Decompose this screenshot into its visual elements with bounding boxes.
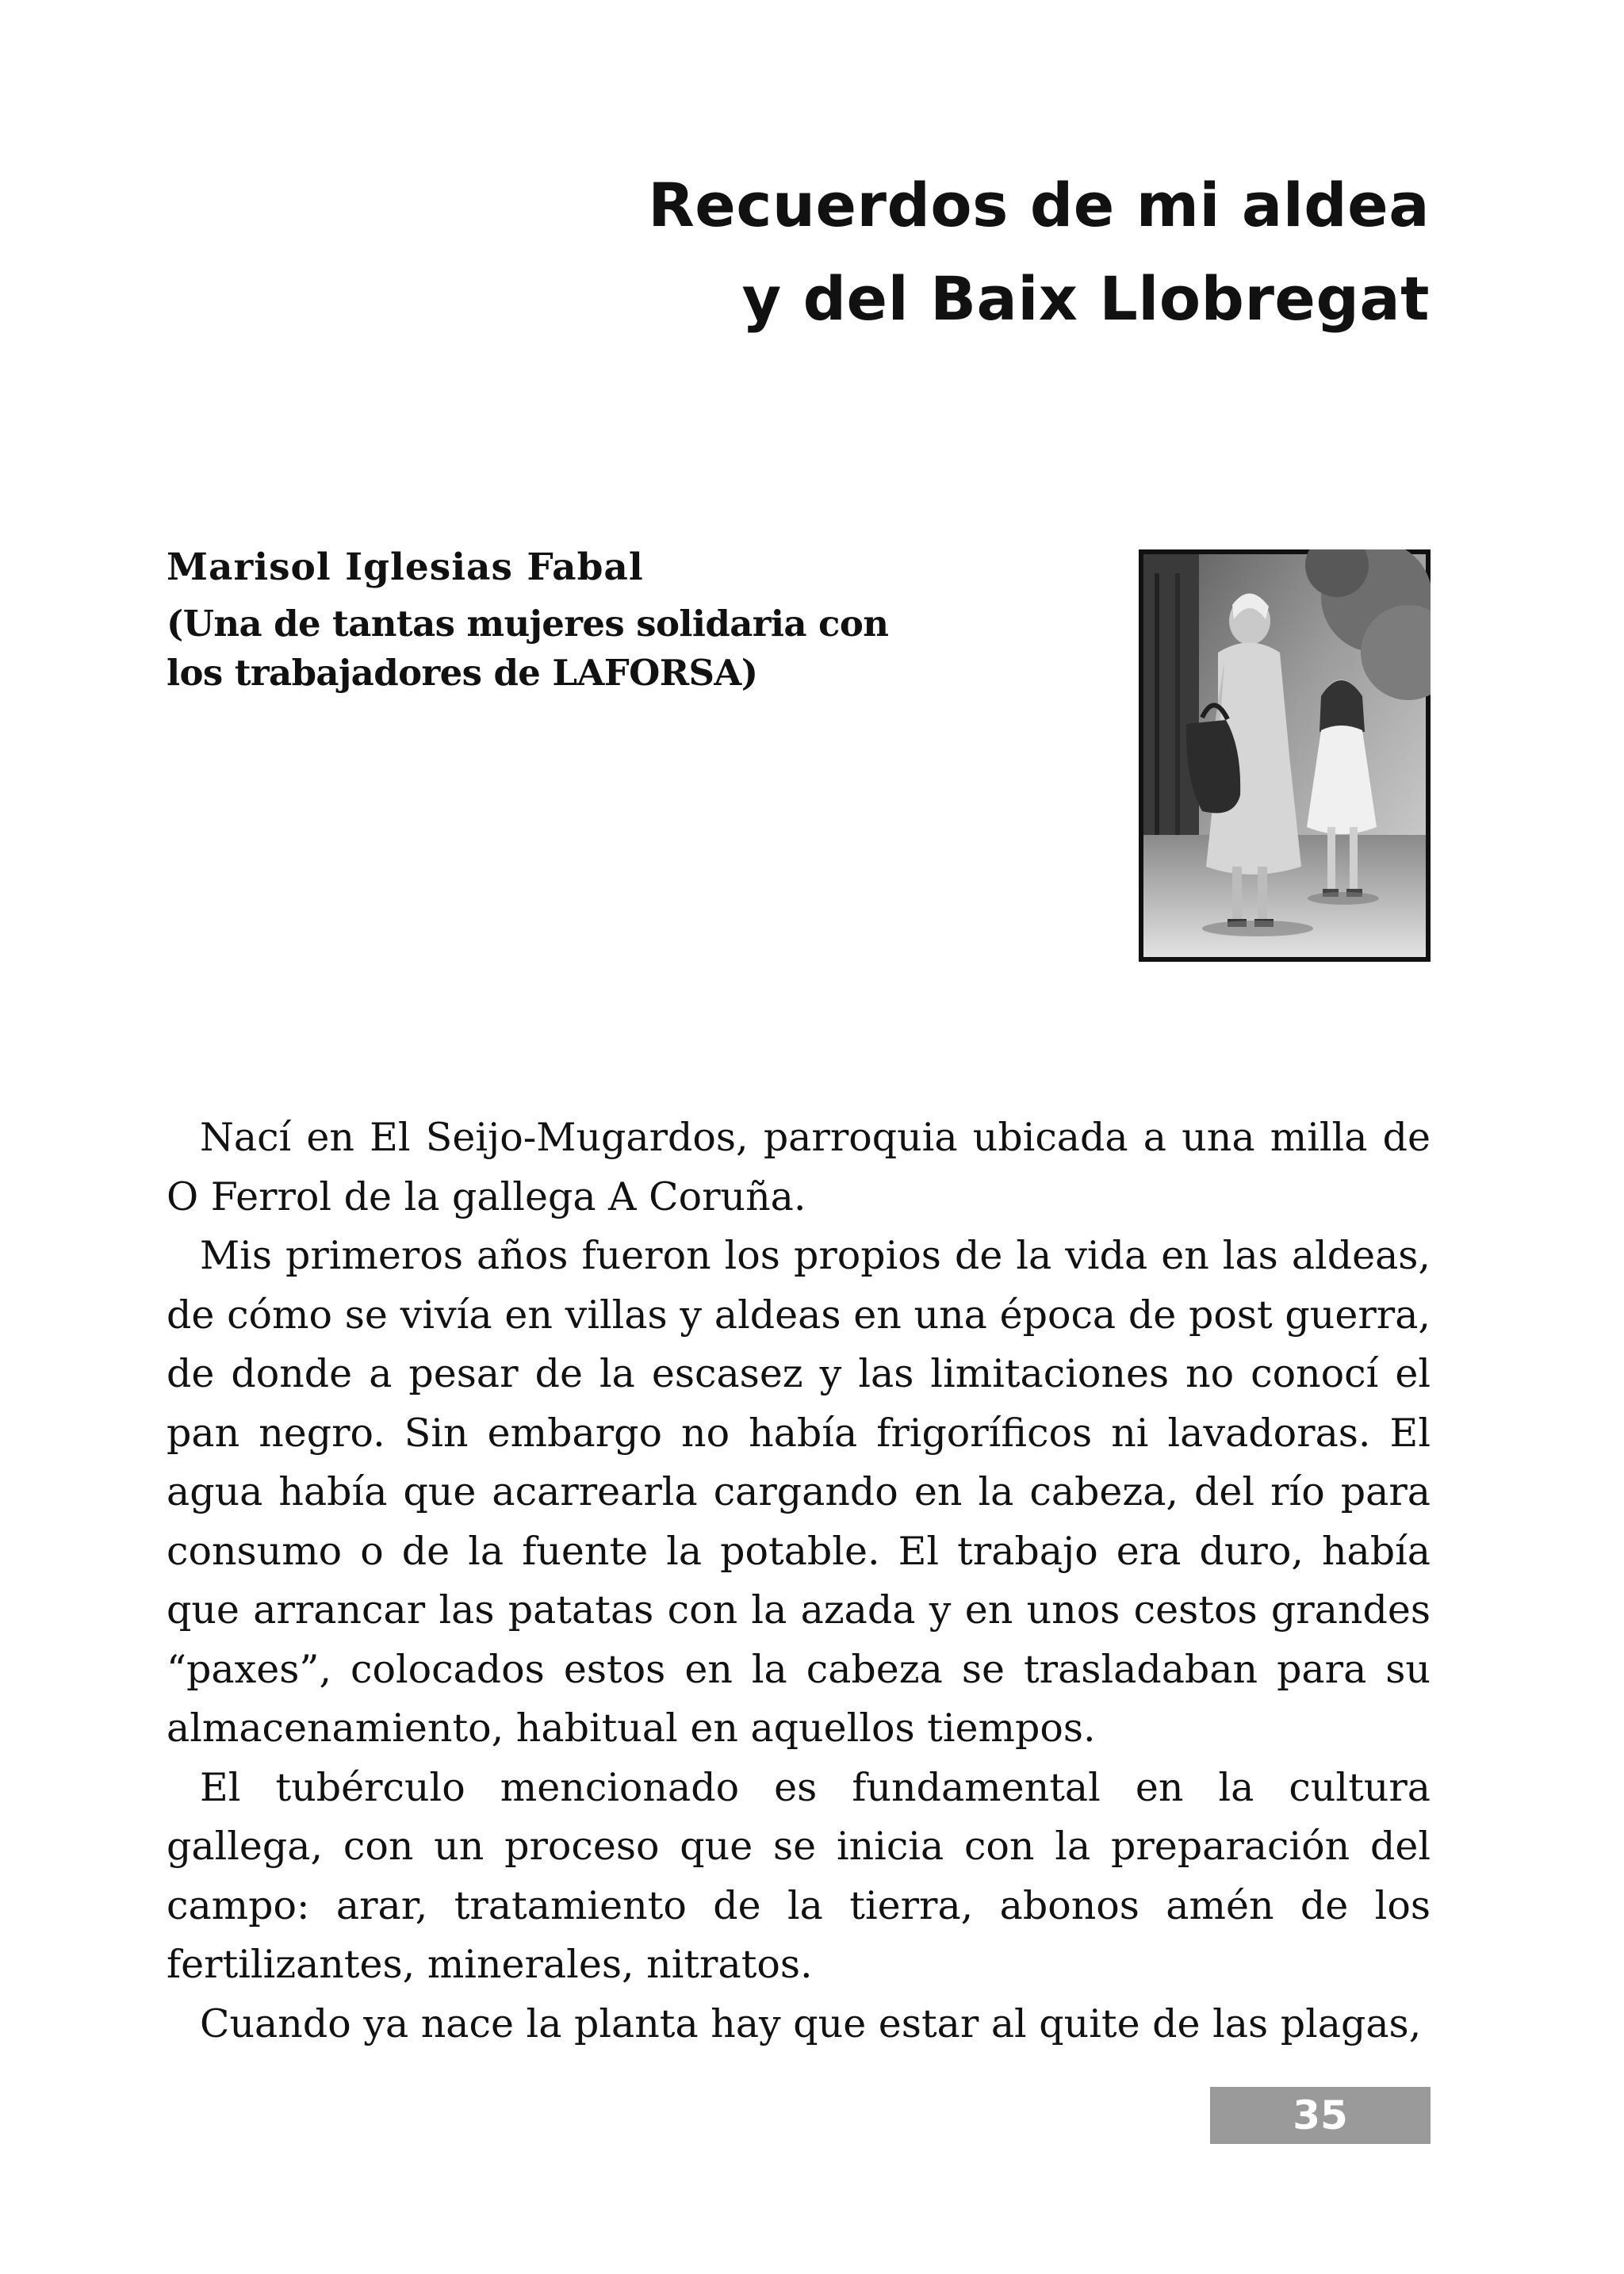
article-body <box>167 1108 1431 2054</box>
author-block <box>167 541 888 698</box>
body-paragraph-2: Mis primeros años fueron los propios de la vida en las aldeas, de cómo se vivía en villas y aldeas en una época de post guerra, de donde a pesar de la escasez y las limitaciones no conocí el pan negro. Sin embargo no había frigoríficos ni lavadoras. El agua había que acarrearla cargando en la cabeza, del río para consumo o de la fuente la potable. El trabajo era duro, había que arrancar las patatas con la azada y en unos cestos grandes “paxes”, colocados estos en la cabeza se trasladaban para su almacenamiento, habitual en aquellos tiempos. <box>167 1233 1431 1751</box>
page-number-badge: 35 <box>1210 2087 1431 2144</box>
body-paragraph-4: Cuando ya nace la planta hay que estar al quite de las plagas, <box>200 2000 1422 2046</box>
author-note-line-1: (Una de tantas mujeres solidaria con <box>167 603 889 645</box>
body-paragraph-1: Nací en El Seijo-Mugardos, parroquia ubicada a una milla de O Ferrol de la gallega A Coruña. <box>167 1115 1431 1219</box>
article-title-line-2: y del Baix Llobregat <box>741 263 1430 334</box>
article-title <box>648 159 1430 346</box>
body-paragraph-3: El tubérculo mencionado es fundamental en la cultura gallega, con un proceso que se inicia con la preparación del campo: arar, tratamiento de la tierra, abonos amén de los fertilizantes, minerales, nitratos. <box>167 1764 1431 1987</box>
author-note <box>167 599 888 698</box>
author-note-line-2: los trabajadores de LAFORSA) <box>167 652 758 694</box>
author-photo <box>1139 549 1431 962</box>
author-name: Marisol Iglesias Fabal <box>167 546 644 589</box>
article-title-line-1: Recuerdos de mi aldea <box>648 170 1430 240</box>
